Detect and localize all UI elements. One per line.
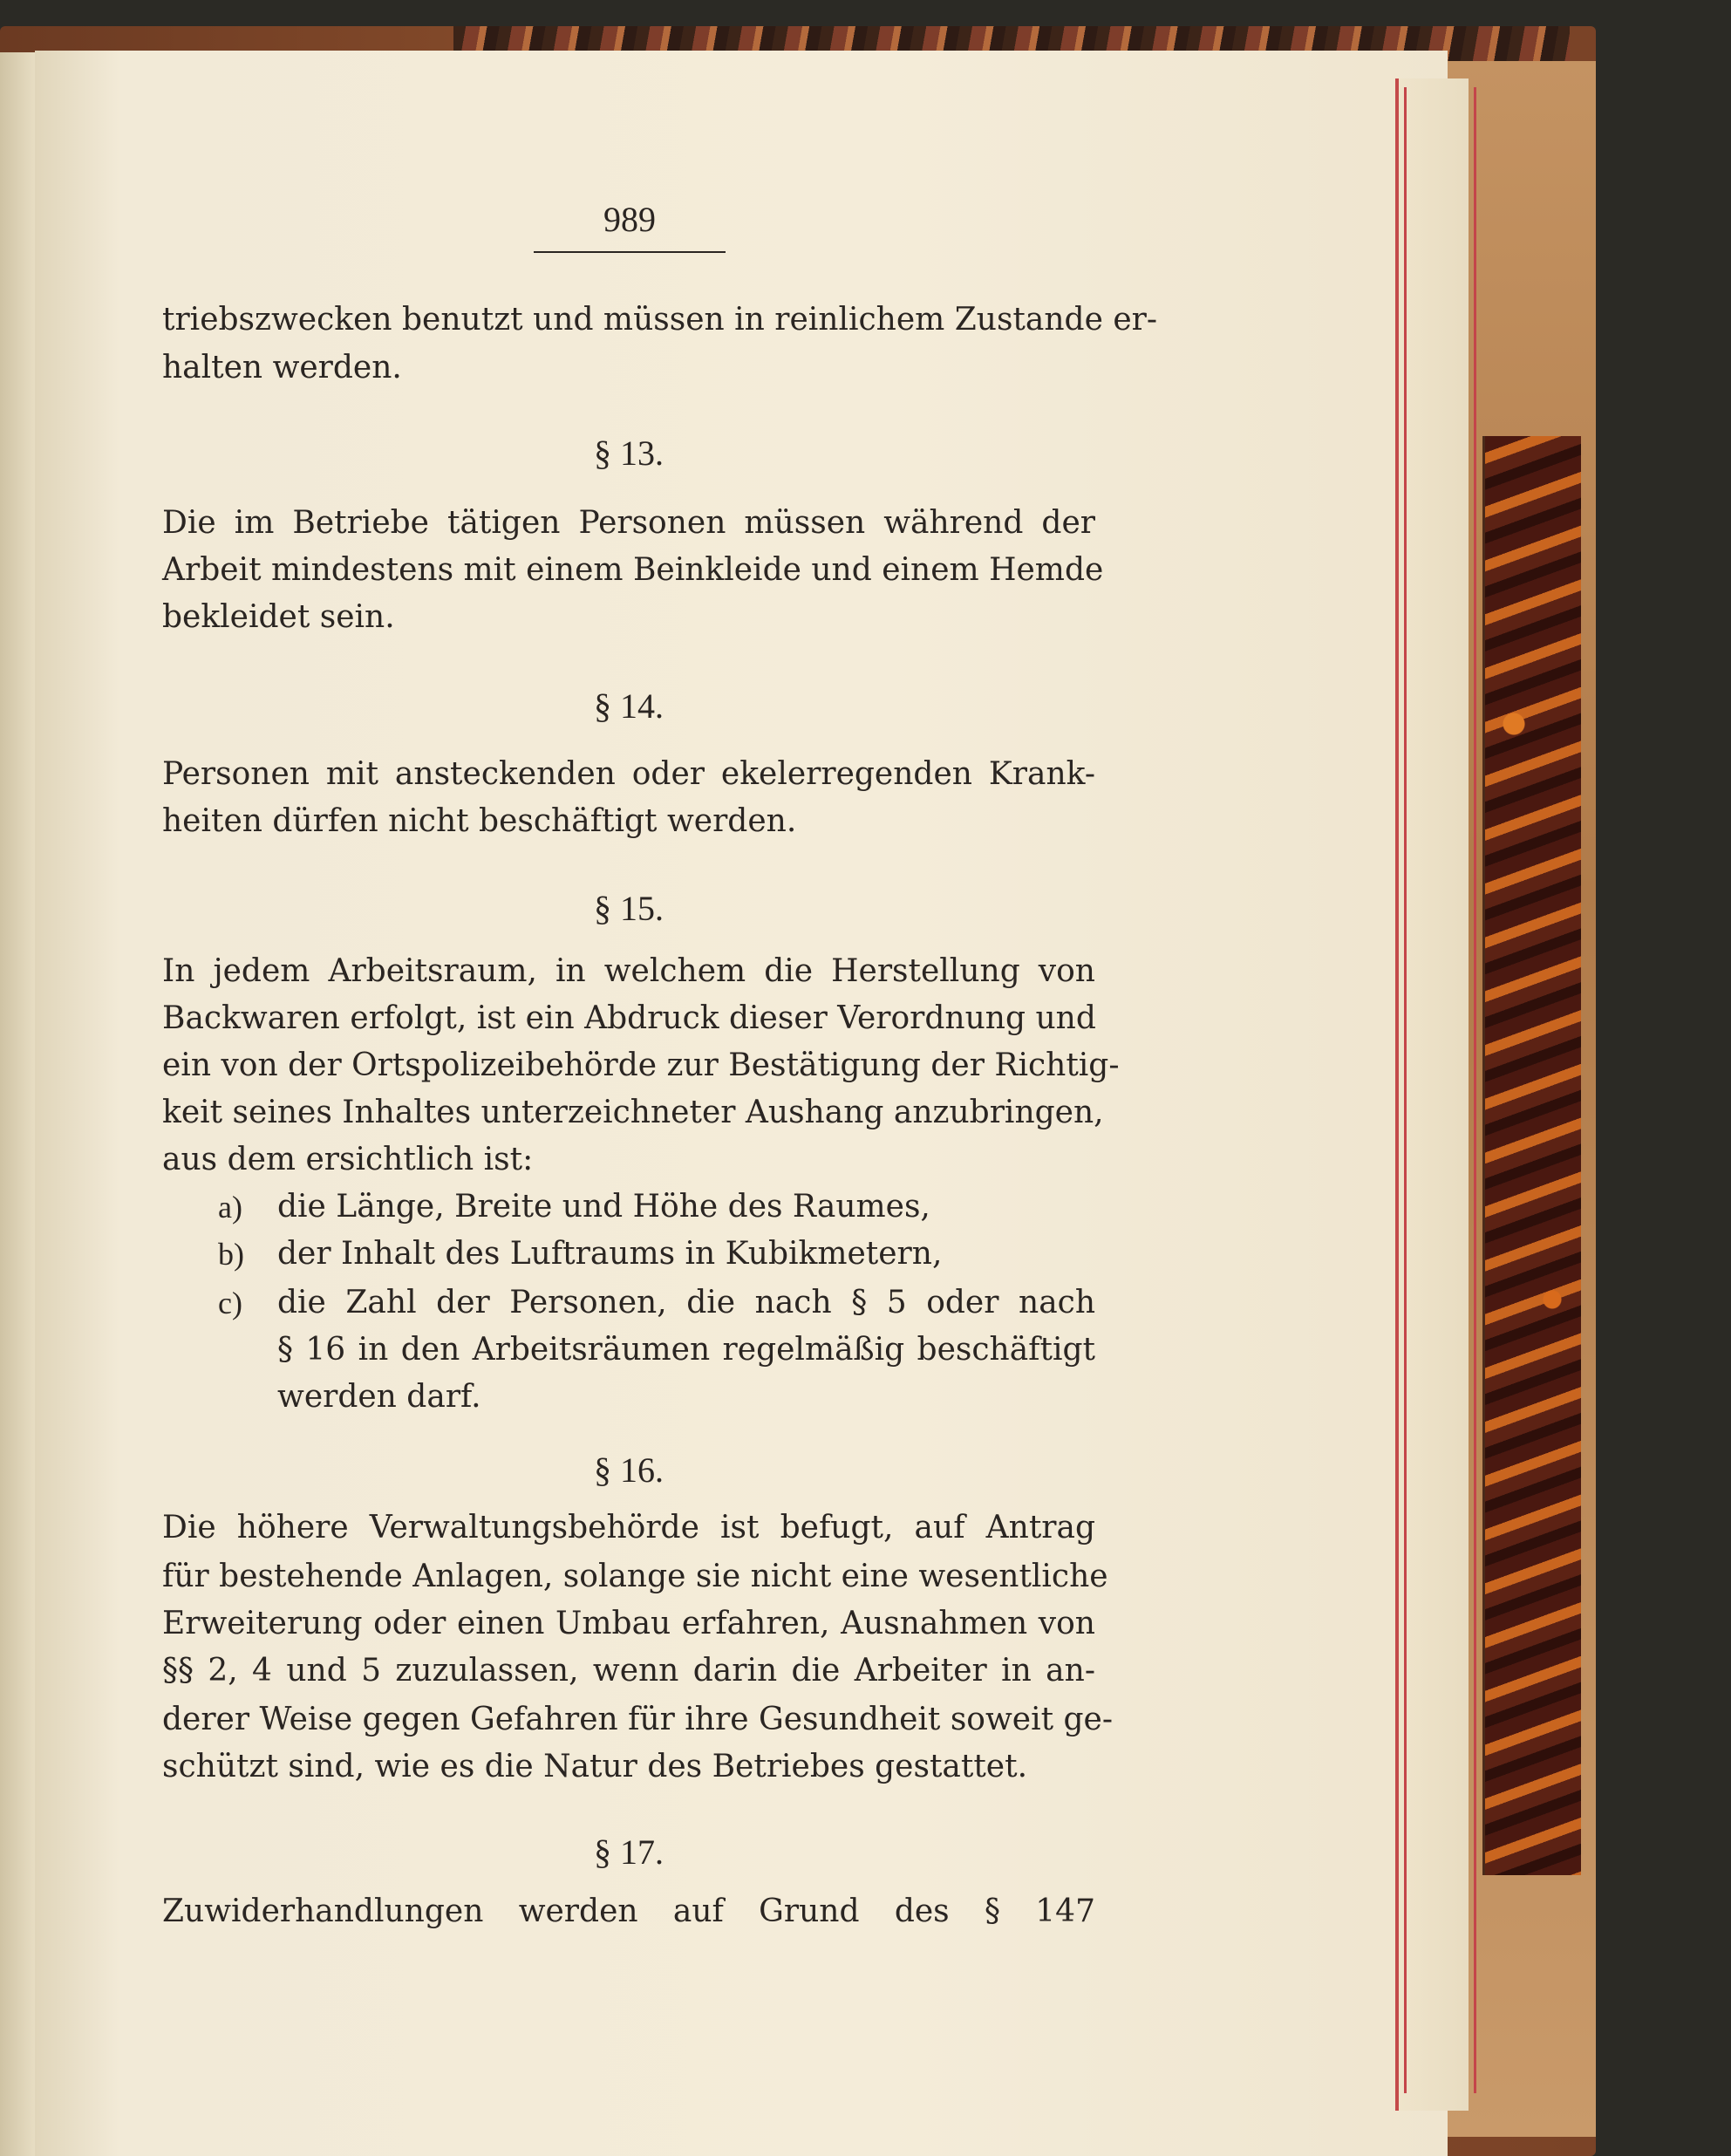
list-item: die Länge, Breite und Höhe des Raumes, — [277, 1189, 930, 1225]
text-line: keit seines Inhaltes unterzeichneter Aushang anzubringen, — [162, 1095, 1104, 1130]
text-line: Arbeit mindestens mit einem Beinkleide und einem Hemde — [162, 552, 1104, 588]
text-line: ein von der Ortspolizeibehörde zur Bestätigung der Richtig- — [162, 1047, 1120, 1083]
text-line: Personen mit ansteckenden oder ekelerregenden Krank- — [162, 756, 1095, 792]
red-edge-line — [1404, 87, 1407, 2093]
marbled-cover-side — [1482, 436, 1581, 1875]
list-item: werden darf. — [277, 1379, 481, 1415]
text-line: triebszwecken benutzt und müssen in reinlichem Zustande er- — [162, 302, 1158, 338]
red-edge-line — [1474, 87, 1476, 2093]
text-line: halten werden. — [162, 350, 402, 385]
section-heading: § 17. — [594, 1832, 664, 1872]
section-heading: § 14. — [594, 686, 664, 726]
page-number: 989 — [603, 200, 656, 239]
text-line: heiten dürfen nicht beschäftigt werden. — [162, 803, 797, 839]
list-item-label: a) — [218, 1190, 242, 1225]
text-line: schützt sind, wie es die Natur des Betriebes gestattet. — [162, 1749, 1028, 1784]
text-line: §§ 2, 4 und 5 zuzulassen, wenn darin die Arbeiter in an- — [162, 1653, 1095, 1689]
text-line: Die höhere Verwaltungsbehörde ist befugt, auf Antrag — [162, 1510, 1095, 1545]
text-line: bekleidet sein. — [162, 599, 395, 635]
section-heading: § 16. — [594, 1450, 664, 1490]
list-item: der Inhalt des Luftraums in Kubikmetern, — [277, 1236, 943, 1272]
text-line: Erweiterung oder einen Umbau erfahren, Ausnahmen von — [162, 1606, 1095, 1641]
list-item-label: b) — [218, 1237, 244, 1272]
text-line: Die im Betriebe tätigen Personen müssen während der — [162, 505, 1095, 541]
section-heading: § 13. — [594, 433, 664, 473]
text-line: In jedem Arbeitsraum, in welchem die Herstellung von — [162, 953, 1095, 989]
list-item-label: c) — [218, 1286, 242, 1320]
text-line: aus dem ersichtlich ist: — [162, 1142, 534, 1177]
page-number-rule — [534, 251, 726, 253]
text-line: Backwaren erfolgt, ist ein Abdruck dieser Verordnung und — [162, 1000, 1096, 1036]
left-page-edge — [0, 52, 35, 2156]
list-item: § 16 in den Arbeitsräumen regelmäßig beschäftigt — [277, 1332, 1095, 1368]
list-item: die Zahl der Personen, die nach § 5 oder nach — [277, 1285, 1095, 1320]
text-line: derer Weise gegen Gefahren für ihre Gesundheit soweit ge- — [162, 1702, 1114, 1737]
text-line: für bestehende Anlagen, solange sie nicht eine wesentliche — [162, 1559, 1108, 1594]
text-line: Zuwiderhandlungen werden auf Grund des § 147 — [162, 1893, 1095, 1929]
section-heading: § 15. — [594, 889, 664, 928]
